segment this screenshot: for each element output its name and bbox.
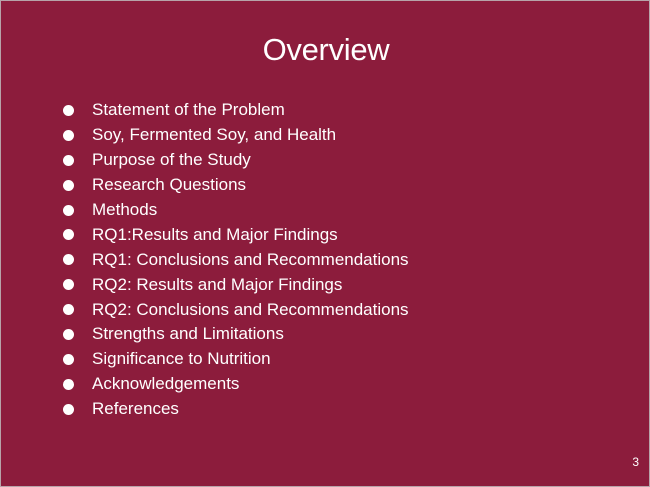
- bullet-list: [63, 98, 409, 422]
- list-item: [63, 123, 409, 148]
- bullet-text: Soy, Fermented Soy, and Health: [92, 125, 337, 145]
- bullet-text: RQ2: Results and Major Findings: [92, 274, 343, 294]
- list-item: [63, 322, 409, 347]
- bullet-dot-icon: [63, 379, 74, 390]
- bullet-dot-icon: [63, 354, 74, 365]
- bullet-text: Methods: [92, 200, 158, 219]
- bullet-text: Significance to Nutrition: [92, 349, 271, 369]
- bullet-dot-icon: [63, 279, 74, 290]
- list-item: [63, 173, 409, 198]
- bullet-text: Research Questions: [92, 175, 247, 195]
- list-item: [63, 372, 409, 397]
- bullet-text: Acknowledgements: [92, 374, 240, 394]
- bullet-text: RQ2: Conclusions and Recommendations: [92, 299, 409, 319]
- bullet-text: References: [92, 399, 179, 419]
- list-item: [63, 397, 409, 422]
- list-item: [63, 148, 409, 173]
- bullet-dot-icon: [63, 130, 74, 141]
- bullet-dot-icon: [63, 229, 74, 240]
- bullet-text: RQ1: Conclusions and Recommendations: [92, 249, 409, 269]
- bullet-dot-icon: [63, 105, 74, 116]
- bullet-text: Strengths and Limitations: [92, 324, 284, 344]
- list-item: [63, 247, 409, 272]
- bullet-text: Purpose of the Study: [92, 150, 251, 170]
- page-number: 3: [632, 455, 639, 469]
- list-item: [63, 222, 409, 247]
- list-item: [63, 98, 409, 123]
- bullet-dot-icon: [63, 180, 74, 191]
- list-item: [63, 272, 409, 297]
- bullet-dot-icon: [63, 155, 74, 166]
- bullet-dot-icon: [63, 254, 74, 265]
- slide-title: Overview: [262, 32, 390, 67]
- list-item: [63, 297, 409, 322]
- bullet-dot-icon: [63, 205, 74, 216]
- bullet-dot-icon: [63, 304, 74, 315]
- bullet-dot-icon: [63, 329, 74, 340]
- bullet-dot-icon: [63, 404, 74, 415]
- list-item: [63, 198, 409, 223]
- list-item: [63, 347, 409, 372]
- bullet-text: Statement of the Problem: [92, 100, 285, 120]
- bullet-text: RQ1:Results and Major Findings: [92, 224, 338, 244]
